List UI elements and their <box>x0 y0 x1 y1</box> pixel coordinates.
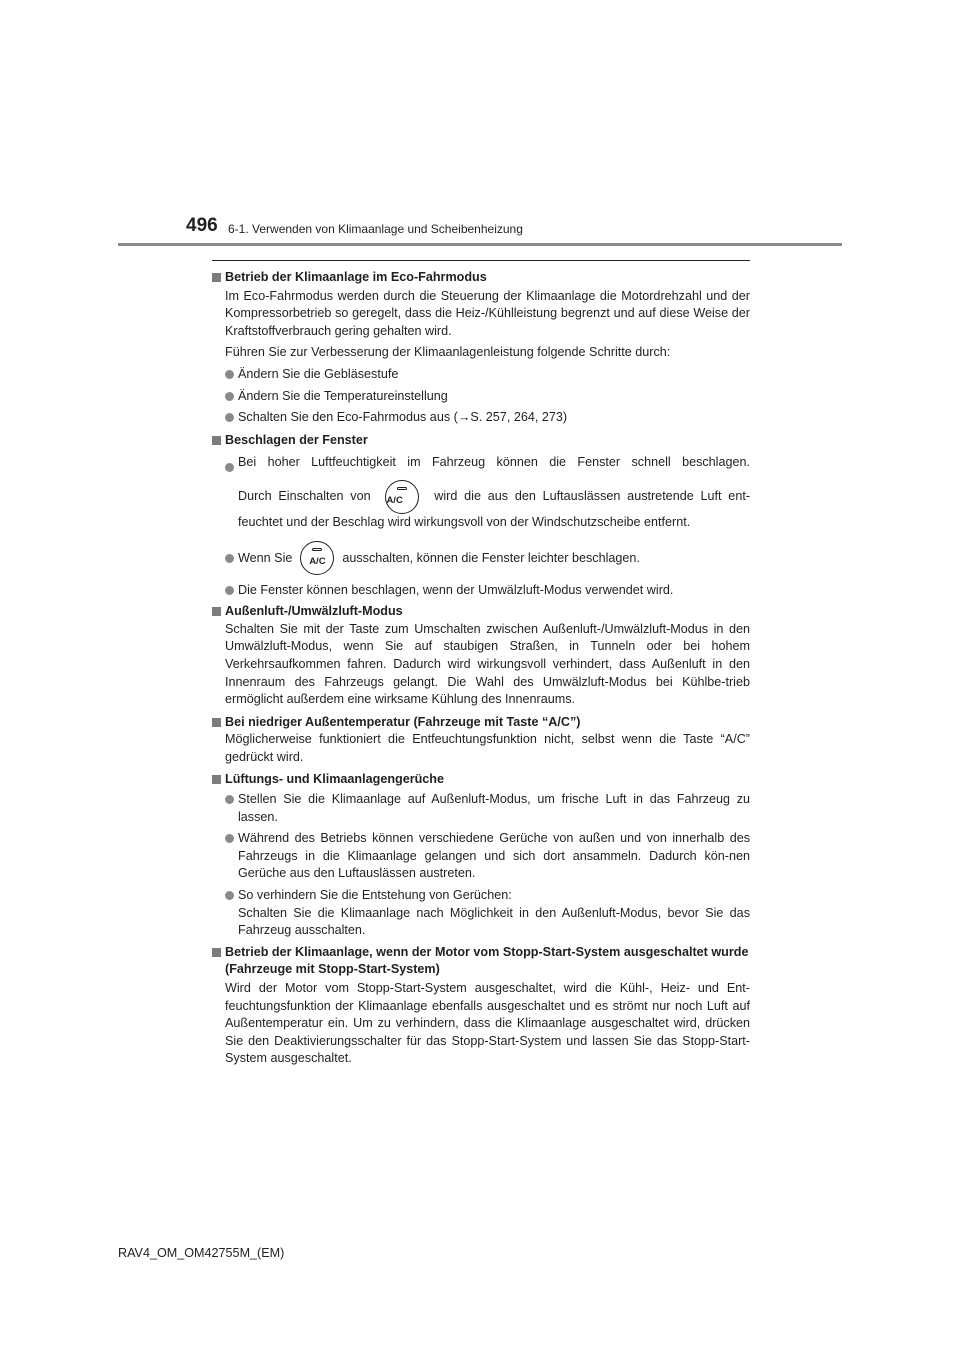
page-reference-arrow-icon: → <box>457 410 471 425</box>
list-item-text: wird die aus den Luftauslässen austretende Luft ent- <box>434 488 751 503</box>
list-item-text: Während des Betriebs können verschiedene Gerüche von außen und von innerhalb des Fahrzeugs in die Klimaanlage gelangen und sich dort ansammeln. Dadurch kön-nen Gerüche aus den Luftauslässen austreten. <box>238 831 750 881</box>
bullet-icon <box>225 795 234 804</box>
bullet-icon <box>225 834 234 843</box>
bullet-icon <box>225 891 234 900</box>
section-air-text: Schalten Sie mit der Taste zum Umschalten zwischen Außenluft-/Umwälzluft-Modus in den Umwälzluft-Modus, wenn Sie auf staubigen Straßen, in Tunneln oder bei hohem Verkehrsaufkommen fahren. Dadurch wird wirkungsvoll verhindert, dass Außenluft in den Innenraum des Fahrzeugs gelangt. Die Wahl des Umwälzluft-Modus bei Kühlbe-trieb ermöglicht außerdem eine wirksame Kühlung des Innenraums. <box>225 621 750 707</box>
list-item-text: Schalten Sie die Klimaanlage nach Möglichkeit in den Außenluft-Modus, bevor Sie das Fahrzeug ausschalten. <box>238 905 750 938</box>
section-eco-title: Betrieb der Klimaanlage im Eco-Fahrmodus <box>212 269 750 287</box>
section-eco-text-2: Führen Sie zur Verbesserung der Klimaanlagenleistung folgende Schritte durch: <box>225 345 671 360</box>
list-item-text: feuchtet und der Beschlag wird wirkungsvoll von der Windschutzscheibe entfernt. <box>238 514 691 529</box>
bullet-icon <box>225 463 234 472</box>
ac-button-icon <box>300 541 334 575</box>
footer-code: RAV4_OM_OM42755M_(EM) <box>118 1246 285 1260</box>
bullet-icon <box>225 370 234 379</box>
list-item-text: Bei hoher Luftfeuchtigkeit im Fahrzeug können die Fenster schnell beschlagen. <box>238 455 750 470</box>
indicator-light-icon <box>397 487 407 490</box>
list-item <box>225 409 750 427</box>
list-item-text: So verhindern Sie die Entstehung von Gerüchen: <box>238 888 512 903</box>
bullet-icon <box>225 586 234 595</box>
list-item <box>225 534 750 582</box>
section-fog-list <box>225 454 750 599</box>
list-item <box>225 887 750 940</box>
list-item-text: Ändern Sie die Gebläsestufe <box>238 366 399 381</box>
bullet-icon <box>225 413 234 422</box>
section-odor-title: Lüftungs- und Klimaanlagengerüche <box>212 771 750 789</box>
list-item-text: Wenn Sie <box>238 550 293 565</box>
page-reference: S. 257, 264, 273) <box>470 410 568 425</box>
indicator-light-icon <box>312 548 322 551</box>
list-item-text: Die Fenster können beschlagen, wenn der Umwälzluft-Modus verwendet wird. <box>238 582 674 597</box>
section-lowtemp-title: Bei niedriger Außentemperatur (Fahrzeuge mit Taste “A/C”) <box>212 714 750 732</box>
ac-line <box>238 472 750 520</box>
header-rule <box>118 243 842 246</box>
list-item-text: Schalten Sie den Eco-Fahrmodus aus ( <box>238 410 458 425</box>
list-item-text: ausschalten, können die Fenster leichter beschlagen. <box>342 550 640 565</box>
list-item <box>225 582 750 600</box>
section-lowtemp-text: Möglicherweise funktioniert die Entfeuchtungsfunktion nicht, selbst wenn die Taste “A/C” gedrückt wird. <box>225 732 750 764</box>
section-eco-list <box>225 366 750 427</box>
ac-line <box>238 534 750 582</box>
section-top-rule <box>212 260 750 261</box>
section-fog-title: Beschlagen der Fenster <box>212 432 750 450</box>
list-item <box>225 366 750 384</box>
bullet-icon <box>225 554 234 563</box>
list-item <box>225 454 750 531</box>
section-eco-text-1: Im Eco-Fahrmodus werden durch die Steuerung der Klimaanlage die Motordrehzahl und der Kompressorbetrieb so geregelt, dass die Heiz-/Kühlleistung begrenzt und auf diese Weise der Kraftstoffverbrauch gering gehalten wird. <box>225 288 750 338</box>
ac-button-label: A/C <box>309 556 326 568</box>
section-stopstart-text: Wird der Motor vom Stopp-Start-System ausgeschaltet, wird die Kühl-, Heiz- und Ent-feuchtungsfunktion der Klimaanlage ebenfalls ausgeschaltet und es strömt nur noch Luft auf Außentemperatur ein. Um zu verhindern, dass die Klimaanlage ausgeschaltet wird, drücken Sie den Deaktivierungsschalter für das Stopp-Start-System und lassen Sie das Stopp-Start-System ausgeschaltet. <box>225 981 750 1066</box>
page-number: 496 <box>186 215 218 236</box>
content <box>212 260 750 1072</box>
list-item-text: Durch Einschalten von <box>238 488 371 503</box>
ac-button-label: A/C <box>386 494 403 506</box>
list-item <box>225 830 750 883</box>
bullet-icon <box>225 392 234 401</box>
section-odor-list <box>225 791 750 940</box>
list-item <box>225 791 750 826</box>
section-air-title: Außenluft-/Umwälzluft-Modus <box>212 603 750 621</box>
chapter-title: 6-1. Verwenden von Klimaanlage und Scheibenheizung <box>228 222 523 236</box>
list-item-text: Ändern Sie die Temperatureinstellung <box>238 388 448 403</box>
ac-button-icon <box>385 480 419 514</box>
section-stopstart-title: Betrieb der Klimaanlage, wenn der Motor vom Stopp-Start-System ausgeschaltet wurde (Fahrzeuge mit Stopp-Start-System) <box>212 944 750 979</box>
list-item <box>225 388 750 406</box>
list-item-text: Stellen Sie die Klimaanlage auf Außenluft-Modus, um frische Luft in das Fahrzeug zu lassen. <box>238 792 750 824</box>
